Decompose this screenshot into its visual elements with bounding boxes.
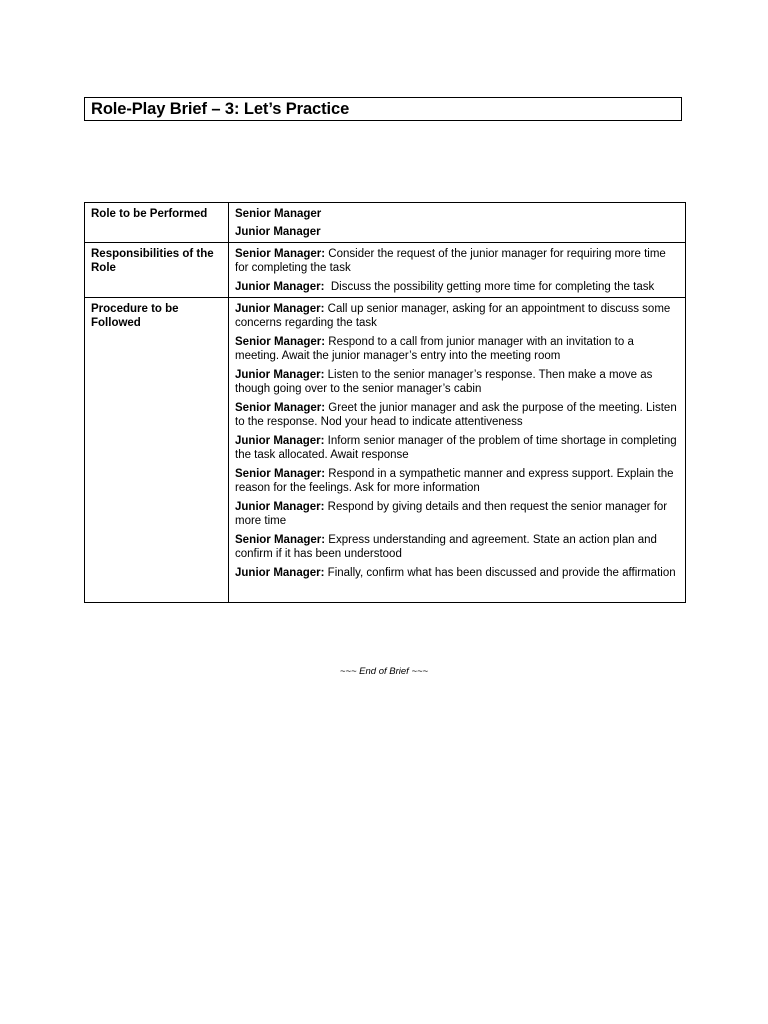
row-label: Responsibilities of the Role: [91, 248, 214, 274]
procedure-cell: [229, 298, 686, 603]
entry-text: Discuss the possibility getting more time for completing the task: [324, 281, 655, 293]
speaker-label: Junior Manager:: [235, 303, 325, 315]
entry-text: Consider the request of the junior manager for requiring more time for completing the task: [235, 248, 666, 274]
title-box: [84, 97, 682, 121]
row-label-cell: [85, 203, 229, 243]
role-play-table: [84, 202, 686, 603]
row-label-cell: [85, 298, 229, 603]
list-item: [235, 302, 679, 330]
list-item: [235, 368, 679, 396]
entry-text: Finally, confirm what has been discussed and provide the affirmation: [324, 567, 676, 579]
list-item: [235, 335, 679, 363]
list-item: [235, 533, 679, 561]
entry-text: Respond to a call from junior manager with an invitation to a meeting. Await the junior manager’s entry into the meeting room: [235, 336, 634, 362]
speaker-label: Junior Manager:: [235, 501, 325, 513]
list-item: [235, 434, 679, 462]
speaker-label: Senior Manager:: [235, 248, 326, 260]
entry-text: Inform senior manager of the problem of time shortage in completing the task allocated. Await response: [235, 435, 677, 461]
list-item: [235, 280, 679, 294]
role-senior-manager: Senior Manager: [235, 208, 322, 220]
responsibilities-cell: [229, 243, 686, 298]
speaker-label: Senior Manager:: [235, 336, 326, 348]
speaker-label: Junior Manager:: [235, 567, 325, 579]
entry-text: Greet the junior manager and ask the purpose of the meeting. Listen to the response. Nod your head to indicate attentiveness: [235, 402, 677, 428]
list-item: [235, 467, 679, 495]
roles-cell: [229, 203, 686, 243]
table-row-procedure: [85, 298, 686, 603]
speaker-label: Junior Manager:: [235, 435, 325, 447]
speaker-label: Junior Manager:: [235, 281, 325, 293]
list-item: [235, 566, 679, 580]
list-item: [235, 500, 679, 528]
role-junior-manager: Junior Manager: [235, 226, 321, 238]
entry-text: Call up senior manager, asking for an appointment to discuss some concerns regarding the task: [235, 303, 671, 329]
entry-text: Respond in a sympathetic manner and express support. Explain the reason for the feelings. Ask for more information: [235, 468, 674, 494]
row-label: Procedure to be Followed: [91, 303, 179, 329]
entry-text: Respond by giving details and then request the senior manager for more time: [235, 501, 668, 527]
entry-text: Express understanding and agreement. State an action plan and confirm if it has been understood: [235, 534, 657, 560]
list-item: [235, 247, 679, 275]
speaker-label: Junior Manager:: [235, 369, 325, 381]
table-row-roles: [85, 203, 686, 243]
speaker-label: Senior Manager:: [235, 534, 326, 546]
end-of-brief-note: ~~~ End of Brief ~~~: [339, 666, 429, 677]
speaker-label: Senior Manager:: [235, 468, 326, 480]
table-row-responsibilities: [85, 243, 686, 298]
page-title: Role-Play Brief – 3: Let’s Practice: [91, 99, 350, 118]
row-label: Role to be Performed: [91, 208, 208, 220]
row-label-cell: [85, 243, 229, 298]
entry-text: Listen to the senior manager’s response. Then make a move as though going over to the senior manager’s cabin: [235, 369, 653, 395]
speaker-label: Senior Manager:: [235, 402, 326, 414]
list-item: [235, 401, 679, 429]
